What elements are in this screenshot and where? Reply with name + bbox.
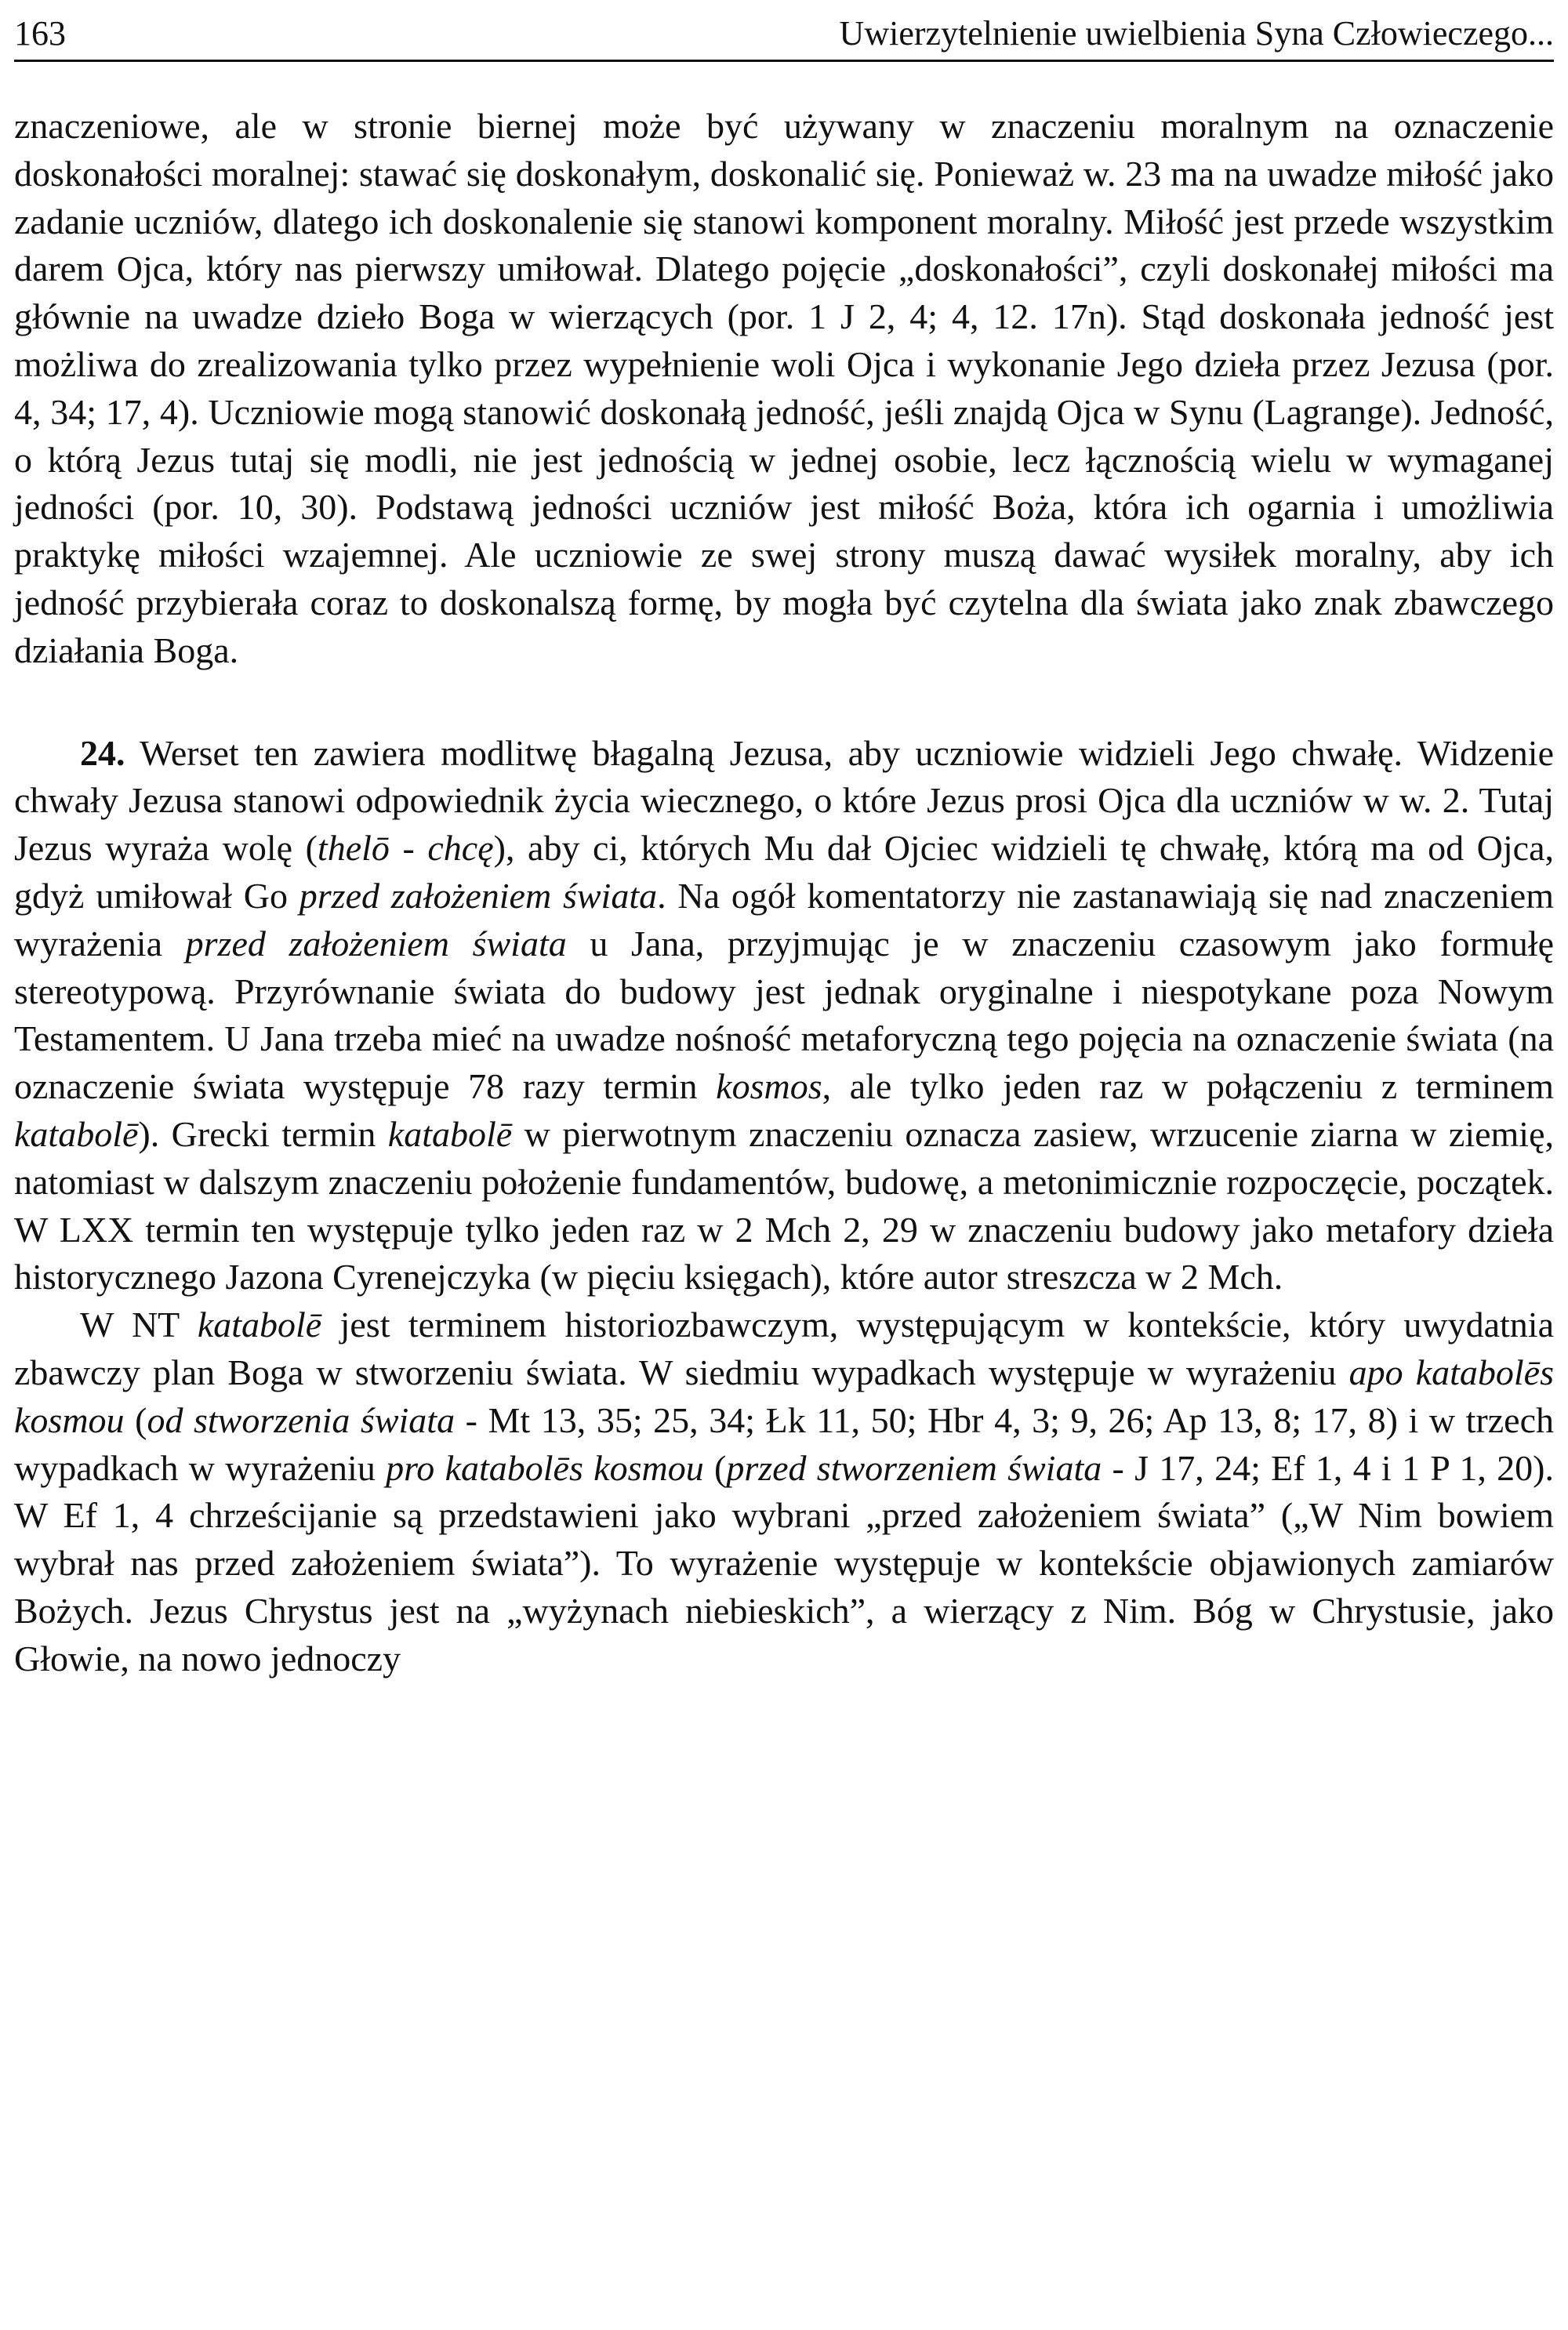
- italic-term: przed założeniem świata: [185, 923, 567, 964]
- italic-term: kosmos: [716, 1066, 822, 1107]
- italic-term: przed stworzeniem świata: [726, 1447, 1102, 1488]
- section-gap: [14, 675, 1554, 730]
- text-run: jest terminem historiozbawczym, występującym w kontekście, który uwydatnia zbawczy plan Boga w stworzeniu świata. W siedmiu wypadkach występuje w wyrażeniu: [14, 1305, 1554, 1392]
- body-text: [14, 103, 1554, 1683]
- running-header: [14, 8, 1554, 62]
- text-run: - J 17, 24; Ef 1, 4 i 1 P 1, 20). W Ef 1, 4 chrześcijanie są przedstawieni jako wybrani „przed założeniem świata” („W Nim bowiem wybrał nas przed założeniem świata”). To wyrażenie występuje w kontekście objawionych zamiarów Bożych. Jezus Chrystus jest na „wyżynach niebieskich”, a wierzący z Nim. Bóg w Chrystusie, jako Głowie, na nowo jednoczy: [14, 1447, 1554, 1679]
- text-run: W NT: [80, 1305, 198, 1345]
- text-run: (: [124, 1399, 147, 1440]
- paragraph-nt-katabole: [14, 1301, 1554, 1682]
- italic-term: katabolē: [197, 1305, 322, 1345]
- italic-term: katabolē: [14, 1113, 139, 1154]
- page-number: 163: [14, 14, 66, 53]
- paragraph-text: znaczeniowe, ale w stronie biernej może być używany w znaczeniu moralnym na oznaczenie doskonałości moralnej: stawać się doskonałym, doskonalić się. Ponieważ w. 23 ma na uwadze miłość jako zadanie uczniów, dlatego ich doskonalenie się stanowi komponent moralny. Miłość jest przede wszystkim darem Ojca, który nas pierwszy umiłował. Dlatego pojęcie „doskonałości”, czyli doskonałej miłości ma głównie na uwadze dzieło Boga w wierzących (por. 1 J 2, 4; 4, 12. 17n). Stąd doskonała jedność jest możliwa do zrealizowania tylko przez wypełnienie woli Ojca i wykonanie Jego dzieła przez Jezusa (por. 4, 34; 17, 4). Uczniowie mogą stanowić doskonałą jedność, jeśli znajdą Ojca w Synu (Lagrange). Jedność, o którą Jezus tutaj się modli, nie jest jednością w jednej osobie, lecz łącznością wielu w wymaganej jedności (por. 10, 30). Podstawą jedności uczniów jest miłość Boża, która ich ogarnia i umożliwia praktykę miłości wzajemnej. Ale uczniowie ze swej strony muszą dawać wysiłek moralny, aby ich jedność przybierała coraz to doskonalszą formę, by mogła być czytelna dla świata jako znak zbawczego działania Boga.: [14, 106, 1554, 670]
- italic-term: przed założeniem świata: [299, 875, 658, 916]
- text-run: u Jana, przyjmując je w znaczeniu czasowym jako formułę stereotypową. Przyrównanie świata do budowy jest jednak oryginalne i niespotykane poza Nowym Testamentem. U Jana trzeba mieć na uwadze nośność metaforyczną tego pojęcia na oznaczenie świata (na oznaczenie świata występuje 78 razy termin: [14, 923, 1554, 1107]
- text-run: - Mt 13, 35; 25, 34; Łk 11, 50; Hbr 4, 3; 9, 26; Ap 13, 8; 17, 8) i w trzech wypadkach w wyrażeniu: [14, 1399, 1554, 1488]
- document-page: [14, 8, 1554, 1683]
- italic-term: od stworzenia świata: [147, 1399, 456, 1440]
- paragraph-verse-24: [14, 730, 1554, 1302]
- text-run: , ale tylko jeden raz w połączeniu z terminem: [822, 1066, 1554, 1107]
- verse-number: 24.: [80, 732, 125, 773]
- text-run: ). Grecki termin: [138, 1113, 388, 1154]
- paragraph-continuation: [14, 103, 1554, 675]
- text-run: (: [703, 1447, 727, 1488]
- text-run: . Na ogół komentatorzy nie zastanawiają się nad znaczeniem wyrażenia: [14, 875, 1554, 964]
- italic-term: thelō - chcę: [317, 828, 494, 869]
- text-run: w pierwotnym znaczeniu oznacza zasiew, wrzucenie ziarna w ziemię, natomiast w dalszym znaczeniu położenie fundamentów, budowę, a metonimicznie rozpoczęcie, początek. W LXX termin ten występuje tylko jeden raz w 2 Mch 2, 29 w znaczeniu budowy jako metafory dzieła historycznego Jazona Cyrenejczyka (w pięciu księgach), które autor streszcza w 2 Mch.: [14, 1113, 1555, 1297]
- italic-term: apo katabolēs kosmou: [14, 1352, 1555, 1440]
- italic-term: katabolē: [387, 1113, 513, 1154]
- text-run: Werset ten zawiera modlitwę błagalną Jezusa, aby uczniowie widzieli Jego chwałę. Widzenie chwały Jezusa stanowi odpowiednik życia wiecznego, o które Jezus prosi Ojca dla uczniów w w. 2. Tutaj Jezus wyraża wolę (: [14, 732, 1554, 869]
- italic-term: pro katabolēs kosmou: [386, 1447, 704, 1488]
- text-run: ), aby ci, których Mu dał Ojciec widzieli tę chwałę, którą ma od Ojca, gdyż umiłował Go: [14, 828, 1554, 916]
- running-title: Uwierzytelnienie uwielbienia Syna Człowieczego...: [839, 14, 1554, 53]
